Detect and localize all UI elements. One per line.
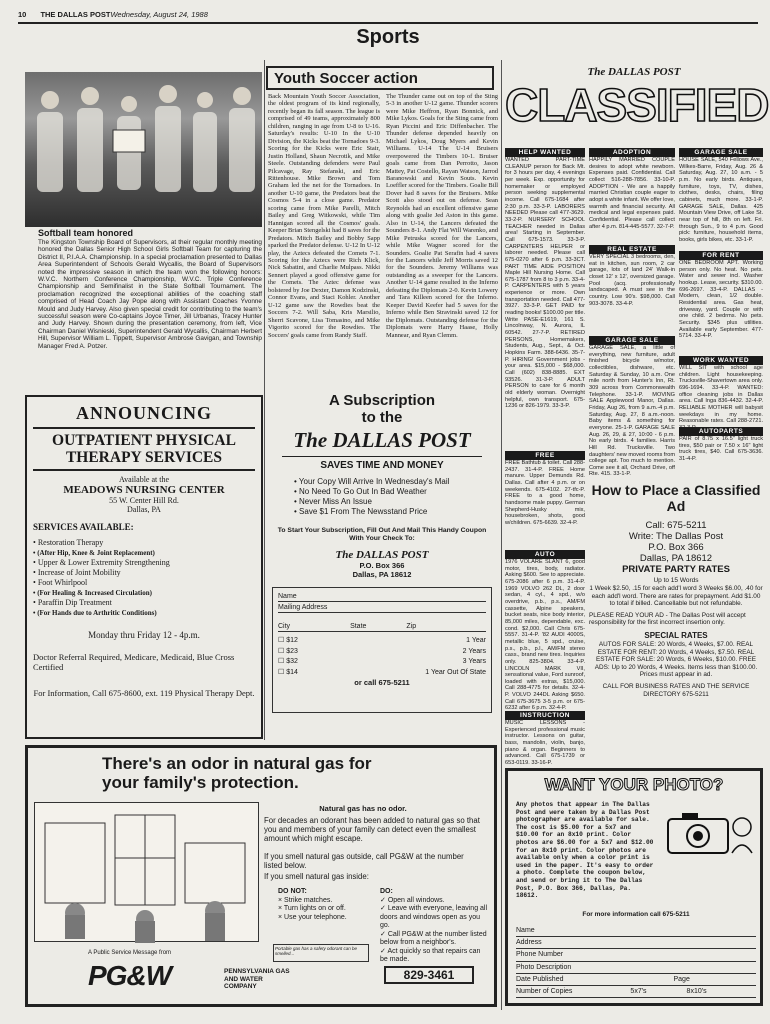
free-text: FREE Bathtub & toilet. Call 288-2437. 31-4-P. FREE Home manure. Upper Demunds Rd. Dallas. Call after 4 p.m. or on weekends. 675-4102. 27-tfc-P. FREE to a good home, handsome male puppy. German Shepherd-Husky mix, housebroken, shots, good w/children. 675-6639. 32-4-P.	[505, 460, 585, 526]
meadows-service-item: • Restoration Therapy	[33, 538, 255, 548]
gas-intro-2: For decades an odorant has been added to natural gas so that you and members of your family can detect even the smallest amount which might escape.	[264, 816, 480, 844]
benefit-item: • Never Miss An Issue	[294, 497, 492, 507]
meadows-service-item: • Upper & Lower Extremity Strengthening	[33, 558, 255, 568]
subscription-po-box: P.O. Box 366	[359, 561, 405, 570]
how-to-place-ad	[589, 482, 763, 754]
soccer-col-1: Back Mountain Youth Soccer Association, the oldest program of its kind regionally, recently began its fall season. The league is comprised of 49 teams, approximately 800 children, ranging in age from U-8 to U-16. Saturday's results: U-10 In the U-10 Division, the Kicks beat the Tornadoes 9-3. Scoring for the Kicks were Eric Stair, Justin Holland, Shaun Necrotik, and Mike Steele. Outstanding defenders were Paul Pilcavage, Ray Stefanski, and Eric Rittenhouse. Mike Brown and Tom Graham led the net for the Tornadoes. In another U-10 game, the Predators beat the Cosmos 5-4 in a close game. Predator scoring came from Mike Parelli, Mitch Bailey and Greg Witkowski, while Tim Hannigan scored all the Cosmos' goals. Keeper Brian Stengelski had 8 saves for the Predators. Mitch Bailey and Bobby Sapp sparked the Predator defense. U-12 In U-12 play, the Aztecs defeated the Comets 7-1. Scoring for the Aztecs were Rich Klick, Nick Sabatini, and Charlie Mulpass. Nikki Sennert played a good offensive game for the Comets. The Aztec defense was bolstered by Joe Dexter, Damon Kodzinski, Connor Evans, and Staci Kohler. Another U-12 game saw the Rowdies beat the Soccers 7-2. Will Saba, Kris Marsilio, Sherri Scavone, Lisa Tomasino, and Mike Vigorito scored for the Rowdies. The Soccers' goals came from Randy Staff.	[268, 93, 380, 339]
adoption-text: HAPPILY MARRIED COUPLE desires to adopt white newborn. Expenses paid. Confidential. Call collect 516-288-7856. 33-10-P. ADOPTION - We are a happily married Christian couple eager to adopt a white infant. We offer love, warmth and financial security. All medical and legal expenses paid. Confidential. Please call collect after 4 p.m. 814-445-5577. 32-7-P.	[589, 157, 675, 230]
section-title: Sports	[356, 26, 420, 48]
howto-box: P.O. Box 366	[648, 542, 704, 553]
meadows-address-1: 55 W. Center Hill Rd.	[109, 496, 179, 505]
photo-ad	[505, 768, 763, 1006]
howto-please: PLEASE READ YOUR AD - The Dallas Post will accept responsibility for the first incorrect insertion only.	[589, 611, 746, 627]
coupon-name-field[interactable]: Name	[278, 593, 486, 602]
subscription-saves: SAVES TIME AND MONEY	[320, 460, 444, 471]
softball-article	[38, 228, 262, 376]
classified-title: CLASSIFIED	[505, 79, 769, 131]
autoparts-text: PAIR of 8.75 x 16.5" light truck tires, $50 pair or 7.50 x 16" light truck tires, $40. Call 675-3636. 31-4-P.	[679, 436, 763, 462]
gas-inside: If you smell natural gas inside:	[264, 872, 369, 881]
soccer-headline: Youth Soccer action	[274, 70, 418, 87]
meadows-service-note: • (For Healing & Increased Circulation)	[33, 588, 255, 598]
for-rent-text: ONE BEDROOM APT. Working person only. No heat. No pets. Water and sewer incl. Washer hookup. Lease, security. $310.00. 696-2697. 33-4-P. DALLAS - Modern, clean, 1/2 double. Residential area. Gas heat, driveway, yard. Couple or with one child. 2 bedrms. No pets. Security. $345 plus utilities. Available early September. 477-5714. 33-4-P.	[679, 260, 763, 340]
issue-date: Wednesday, August 24, 1988	[110, 10, 208, 19]
classified-col-1	[505, 148, 585, 766]
benefit-item: • No Need To Go Out In Bad Weather	[294, 487, 492, 497]
subscription-logo-2: The DALLAS POST	[335, 549, 429, 561]
auto-text: 1976 VOLARE SLANT 6, good motor, tires, body, radiator. Asking $600. See to appreciate. 675-2086 after 6 p.m. 31-4-P. 1969 VOLVO 262 DL, 2 door sedan, 4 cyl., 4 spd., w/o overdrive, p.b., p.s., AM/FM cassette, Alpine speakers, bucket seats, nice body interior, 85,000 miles, dependable, exc. cond. $2,000. Call Chris 675-5557. 31-4-P. '82 AUDI 4000S, metallic blue, 5 spd., cruise, p.s., p.b., p.l., AM/FM stereo cass., brand new tires. Inquiries only. 825-3804. 33-4-P. LINCOLN MARK VII, sensational value, Ford sunroof, loaded with extras, $15,000. Call 288-4775 for details. 32-4-P. VOLVO 244DL Asking $650. Call 675-3675 3-5 p.m. or 675-6232 after 6 p.m. 32-4-P.	[505, 559, 585, 712]
meadows-ad	[25, 395, 263, 739]
meadows-service-note: • (For Hands due to Arthritic Conditions)	[33, 608, 255, 618]
price-option[interactable]: ☐ $14 1 Year Out Of State	[278, 668, 486, 676]
benefit-item: • Save $1 From The Newsstand Price	[294, 507, 492, 517]
meadows-service-item: • Foot Whirlpool	[33, 578, 255, 588]
page-header	[18, 10, 758, 22]
real-estate-heading: REAL ESTATE	[589, 245, 675, 254]
camera-illustration	[660, 803, 756, 863]
meadows-service-note: • (After Hip, Knee & Joint Replacement)	[33, 548, 255, 558]
page-number: 10	[18, 10, 27, 19]
meadows-services-heading: SERVICES AVAILABLE:	[33, 522, 134, 532]
howto-business: CALL FOR BUSINESS RATES AND THE SERVICE DIRECTORY 675-5211	[602, 682, 750, 698]
photo-ad-title: WANT YOUR PHOTO?	[544, 775, 724, 794]
howto-rates-text: 1 Week $2.50, .15 for each add'l word 3 Weeks $6.00, .40 for each add'l word. There are rates for prepayment. Add $1.00 to total if billed. Cancellable but not refundable.	[589, 585, 763, 608]
soccer-col-2: The Thunder came out on top of the Sting 5-3 in another U-12 game. Thunder scorers were Mike Heffron, Ryan Bonnick, and Mike Lykos. Goals for the Sting came from Ryan Piccini and Eric Diffenbacher. The Thunder defense depended heavily on Michael Lykos, Doug Myers and Kevin Williams. U-14 The U-14 Bruisers overpowered the Timbers 10-1. Bruiser goals came from Dan Perrotto, Jason Mattey, Pat Costello, Rayan Watson, Jarrod Baranowski and Kevin Souts. Kevin Loeffler scored for the Timbers. Goalie Bill Dover had 8 saves for the Bruisers. Mike Scott also stood out on defense. Sean Reynolds had an excellent offensive game along with goalie Jed Aston in this game. Also in U-14, the Lancers defeated the Sounders 8-1. Andy Flat Will Warenko, and Mike Petruska scored for the Lancers, while Mike Wagner scored for the Sounders. Goalie Pat Serafin had 4 saves for the Lancers while Jeff Morris saved 12 for the Sounders. Jeremy Williams was outstanding as a sweeper for the Lancers. Another U-14 game resulted in the Inferno defeating the Diplomats 2-0. Kevin Lowery and Tara Killeen scored for the Inferno. Keeper David Keefer had 5 saves for the Inferno while Ben Stravinski saved 12 for the Diplomats. Outstanding defense for the Diplomats were Harry Haase, Holly Mannear, and Ryan Clemm.	[386, 93, 498, 339]
photo-ad-info: For more information call 675-5211	[582, 911, 690, 918]
instruction-heading: INSTRUCTION	[505, 711, 585, 720]
gas-intro-1: Natural gas has no odor.	[319, 804, 407, 813]
howto-call: Call: 675-5211	[645, 520, 707, 531]
meadows-available: Available at the	[118, 475, 170, 484]
price-option[interactable]: ☐ $23 2 Years	[278, 647, 486, 655]
gas-outside: If you smell natural gas outside, call PG&W at the number listed below.	[264, 852, 464, 871]
subscription-city: Dallas, PA 18612	[352, 570, 412, 579]
pgw-logo: PG&W	[88, 960, 172, 991]
real-estate-text: VERY SPECIAL 3 bedrooms, den, eat in kitchen, sun room, 2 car garage, lots of land 24' Walk-in closet 12' x 12', oversized garage. Pool (acq. professionally landscaped. A must see in the country. Low 90's. $98,000. Call 903-3078. 33-4-P.	[589, 254, 675, 307]
classified-header	[505, 66, 769, 148]
subscription-logo: The DALLAS POST	[293, 428, 471, 452]
price-option[interactable]: ☐ $32 3 Years	[278, 658, 486, 665]
work-wanted-heading: WORK WANTED	[679, 356, 763, 365]
free-heading: FREE	[505, 451, 585, 460]
subscription-benefits	[294, 477, 492, 517]
classified-col-2	[589, 148, 675, 478]
coupon-address-field[interactable]: Mailing Address	[278, 604, 486, 613]
header-rule	[18, 22, 758, 24]
gas-headline: There's an odor in natural gas for your family's protection.	[102, 754, 372, 792]
meadows-address-2: Dallas, PA	[127, 505, 161, 514]
subscription-cta: To Start Your Subscription, Fill Out And Mail This Handy Coupon With Your Check To:	[277, 527, 487, 542]
coupon-call: or call 675-5211	[354, 678, 410, 687]
help-wanted-heading: HELP WANTED	[505, 148, 585, 157]
photo-name-field[interactable]: Name	[516, 925, 756, 937]
work-wanted-text: WILL SIT with school age children. Light housekeeping. Trucksville-Shavertown area only. 696-1694. 33-4-P. WANTED: office cleaning jobs in Dallas area. Call Inga 836-4432. 32-4-P. RELIABLE MOTHER will babysit weekdays in my home. Reasonable rates. Call 288-2721. 32-3-P.	[679, 365, 763, 431]
photo-phone-field[interactable]: Phone Number	[516, 949, 756, 961]
gas-do-list: DO: ✓ Open all windows. ✓ Leave with everyone, leaving all doors and windows open as you go. ✓ Call PG&W at the number listed below from a neighbor's. ✓ Act quickly so that repairs can be made.	[380, 888, 488, 963]
gas-sign: Portable gas has a safety odorant can be smelled...	[273, 944, 369, 962]
garage-sale-heading: GARAGE SALE	[589, 336, 675, 345]
softball-body: The Kingston Township Board of Supervisors, at their regular monthly meeting honored the Dallas Senior High School Girls Softball Team for capturing the District II, P.I.A.A. Championship. In a special proclamation presented to Dallas Area Superintendent of Schools Gerald Wycallis, the Board of Supervisors noted the impressive season in which the team won the following honors: W.V.C. Northern Conference Championship, W.V.C. Triple Conference Championship and Semifinalist in the State Softball Tournament. The proclamation recognized the exceptional abilities of the coaching staff comprised of Head Coach Jay Pope along with Assistant Coaches Yvonne Mould and Judy Harvey. Also given special credit for contributing to the team's successful season were Co-captains Joyce Timer, Jill Urbanas, Tracey Hunter and Judy Harvey. Shown during the presentation ceremony, from left, Vice Chairman Daniel Wisnieski, Superintendent Gerald Wycallis, Chairman Herbert Hill, Supervisor William L. Tippett, Supervisor Ambrose Gavigan, and Township Manager Fred A. Potzer.	[38, 239, 262, 350]
howto-special: SPECIAL RATES	[644, 630, 708, 640]
photo-ad-text: Any photos that appear in The Dallas Post and were taken by a Dallas Post photographer are available for sale. The cost is $5.00 for a 5x7 and $10.00 for an 8x10 print. Color photos are $6.00 for a 5x7 and $12.00 for an 8x10 print. Color photos are available only when a color print is used in the paper. It's easy to order a photo. Complete the coupon below, and send or bring it to The Dallas Post, P.O. Box 366, Dallas, Pa. 18612.	[516, 801, 654, 900]
meadows-hours: Monday thru Friday 12 - 4p.m.	[88, 630, 200, 640]
photo-address-field[interactable]: Address	[516, 937, 756, 949]
howto-city: Dallas, PA 18612	[639, 553, 713, 564]
meadows-services-list	[33, 538, 255, 618]
meadows-announcing: ANNOUNCING	[76, 403, 212, 423]
subscription-headline-2: to the	[361, 409, 403, 426]
photo-date-field[interactable]: Date Published Page	[516, 974, 756, 986]
meadows-center: MEADOWS NURSING CENTER	[63, 484, 225, 496]
instruction-text: MUSIC LESSONS - Experienced professional music instructor. Lessons on guitar, bass, mandolin, violin, banjo, piano & organ. Beginners to advanced. Call 675-1739 or 653-0119. 33-16-P.	[505, 720, 585, 766]
for-rent-heading: FOR RENT	[679, 251, 763, 260]
photo-copies-field[interactable]: Number of Copies 5x7's 8x10's	[516, 986, 756, 998]
coupon-city-field[interactable]: City State Zip	[278, 623, 486, 632]
subscription-coupon	[272, 587, 492, 713]
subscription-headline-1: A Subscription	[328, 392, 436, 409]
softball-photo	[25, 72, 262, 227]
benefit-item: • Your Copy Will Arrive In Wednesday's Mail	[294, 477, 492, 487]
classified-col-3	[679, 148, 763, 478]
auto-heading: AUTO	[505, 550, 585, 559]
garage-sale-right-heading: GARAGE SALE	[679, 148, 763, 157]
gas-phone: 829-3461	[384, 966, 474, 984]
garage-sale-right-text: HOUSE SALE, 540 Fellows Ave., Wilkes-Barre, Friday, Aug. 26 & Saturday, Aug. 27, 10 a.m. - 5 p.m. No early birds. Antiques, furniture, toys, TV, dishes, clothes, desks, chairs, filing cabinets, much more. 33-1-P. GARAGE SALE, Dallas. 425 Mountain View Drive, off Lake St. near top of hill, 8th on left. Fri. through Sun., 9 to 4 p.m. Good pick: furniture, household items, books, girls bikes, etc. 33-1-P.	[679, 157, 763, 243]
photo-order-form	[516, 925, 756, 998]
column-rule	[264, 60, 265, 740]
meadows-referral: Doctor Referral Required, Medicare, Medicaid, Blue Cross Certified	[33, 652, 235, 672]
house-illustration	[34, 802, 259, 942]
subscription-ad	[268, 390, 496, 742]
howto-special-text: AUTOS FOR SALE: 20 Words, 4 Weeks, $7.00. REAL ESTATE FOR RENT: 20 Words, 4 Weeks, $7.50. REAL ESTATE FOR SALE: 20 Words, 6 Weeks, $10.00. FREE ADS: Up to 20 Words, 4 Weeks. Items less than $100.00. Prices must appear in ad.	[594, 640, 758, 679]
meadows-service-item: • Paraffin Dip Treatment	[33, 598, 255, 608]
pgw-company: PENNSYLVANIA GAS AND WATER COMPANY	[224, 968, 290, 990]
coupon-prices	[278, 636, 486, 678]
classified-logo-small: The DALLAS POST	[587, 66, 681, 78]
autoparts-heading: AUTOPARTS	[679, 427, 763, 436]
howto-write: Write: The Dallas Post	[628, 531, 724, 542]
howto-title: How to Place a Classified Ad	[591, 482, 761, 514]
soccer-headline-box	[266, 66, 494, 90]
help-wanted-text: WANTED PART-TIME CLEANUP person for Back Mt. for 3 hours per day, 4 evenings per week. Exp. opportunity for homemaker or employed person seeking supplemental income. Call 675-1684 after 2:30 p.m. 33-3-P. LABORERS NEEDED Please call 477-3629. 33-2-P. NURSERY SCHOOL TEACHER needed in Dallas area! Starting in September. Call 675-1573. 33-3-P. CARPENTERS HELPER or laborer needed. Please call 675-0270 after 6 p.m. 33-3CT. PART TIME AIDE POSITION Maple Hill Nursing Home. Call 675-1787 from 8 to 3 p.m. 33-4-P. CARPENTERS with 5 years experience or more. Own transportation needed. Call 477-3927. 33-3-P. GET PAID for reading books! $100.00 per title. Write PASE-E1619, 161 S. Lincolnway, N. Aurora, IL 60542. 27-7-P. RETIRED PERSONS, Homemakers, Students, Aug., Sept., & Oct. Hopkins Farm. 388-6436. 35-7-P. HIRING! Government jobs - your area. $15,000 - $68,000. Call (602) 838-8885. EXT 93526. 31-3-P. ADULT PERSON to care for 6 month old elderly woman. Overnight helpful, own transport. 675-1236 or 826-1979. 33-3-P.	[505, 157, 585, 410]
price-option[interactable]: ☐ $12 1 Year	[278, 637, 486, 644]
paper-name: THE DALLAS POST	[40, 10, 111, 19]
meadows-info: For Information, Call 675-8600, ext. 119 Physical Therapy Dept.	[33, 688, 255, 698]
photo-description-field[interactable]: Photo Description	[516, 962, 756, 974]
softball-headline: Softball team honored	[38, 228, 134, 238]
gas-message: A Public Service Message from	[88, 950, 172, 956]
meadows-service-item: • Increase of Joint Mobility	[33, 568, 255, 578]
howto-rates-heading: PRIVATE PARTY RATES	[622, 564, 730, 575]
garage-sale-text: GARAGE SALE, a little of everything, new furniture, adult finished bicycle w/motor, collectibles, dishware, etc. Saturday & Sunday, 10 a.m. One mile north from Hunter's Inn, Rt. 309 across from Commonwealth Telephone. 33-1-P. MOVING SALE Applewood Manor, Dallas. Friday, Aug 26, from 9 a.m.-4 p.m. Saturday, Aug. 27, 8 a.m.-noon. Baby items & something for everyone. 25-1-P. GARAGE SALE Aug. 26, 29, & 27, 10:00 - 6 p.m. No early birds. 4 families. Harris Hill Rd. Trucksville. Two daughters' new moved rooms from college apt. Too much to mention. Come see it all, Orchard Drive, off Rte. 415. 33-1-P.	[589, 345, 675, 478]
column-rule	[501, 60, 502, 1010]
gas-dont-list: DO NOT: × Strike matches. × Turn lights on or off. × Use your telephone.	[278, 888, 347, 921]
meadows-service: OUTPATIENT PHYSICAL THERAPY SERVICES	[52, 432, 236, 466]
gas-ad	[25, 745, 497, 1007]
howto-upto: Up to 15 Words	[653, 577, 699, 584]
adoption-heading: ADOPTION	[589, 148, 675, 157]
